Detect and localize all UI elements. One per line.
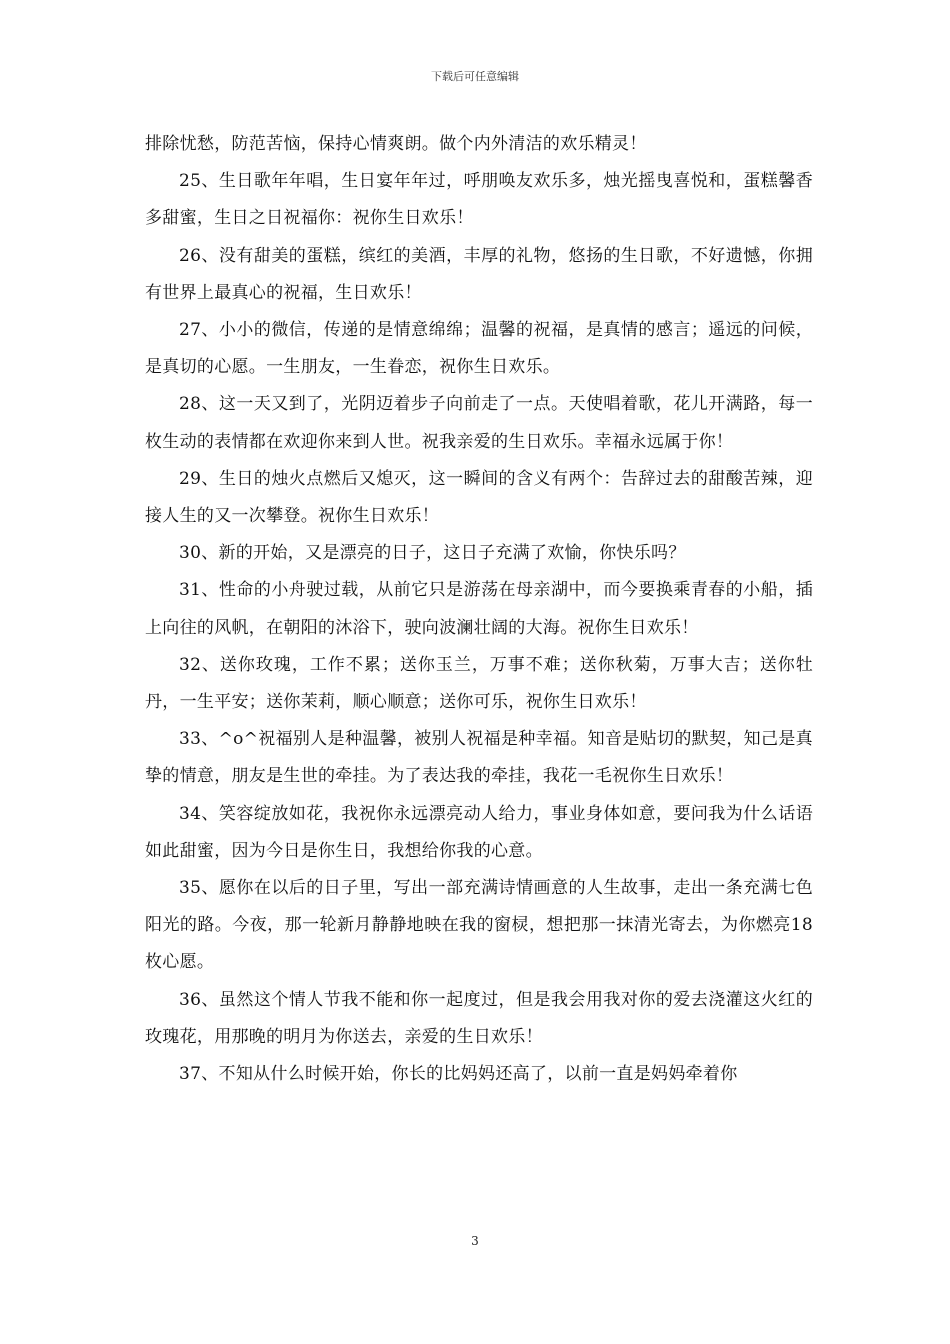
- paragraph: 排除忧愁，防范苦恼，保持心情爽朗。做个内外清洁的欢乐精灵！: [145, 134, 647, 154]
- paragraph: 26、没有甜美的蛋糕，缤红的美酒，丰厚的礼物，悠扬的生日歌，不好遗憾，你拥有世界上最真心的祝福，生日欢乐！: [145, 245, 813, 303]
- paragraph: 31、性命的小舟驶过载，从前它只是游荡在母亲湖中，而今要换乘青春的小船，插上向往的风帆，在朝阳的沐浴下，驶向波澜壮阔的大海。祝你生日欢乐！: [145, 580, 813, 638]
- paragraph: 36、虽然这个情人节我不能和你一起度过，但是我会用我对你的爱去浇灌这火红的玫瑰花，用那晚的明月为你送去，亲爱的生日欢乐！: [145, 989, 813, 1047]
- paragraph: 25、生日歌年年唱，生日宴年年过，呼朋唤友欢乐多，烛光摇曳喜悦和，蛋糕馨香多甜蜜，生日之日祝福你：祝你生日欢乐！: [145, 171, 813, 229]
- paragraph: 32、送你玫瑰，工作不累；送你玉兰，万事不难；送你秋菊，万事大吉；送你牡丹，一生平安；送你茉莉，顺心顺意；送你可乐，祝你生日欢乐！: [145, 654, 813, 713]
- document-body: [145, 126, 813, 1093]
- paragraph: 27、小小的微信，传递的是情意绵绵；温馨的祝福，是真情的感言；遥远的问候，是真切的心愿。一生朋友，一生眷恋，祝你生日欢乐。: [145, 320, 813, 378]
- paragraph: 37、不知从什么时候开始，你长的比妈妈还高了，以前一直是妈妈牵着你: [179, 1064, 738, 1085]
- page-number: 3: [471, 1234, 479, 1248]
- paragraph: 28、这一天又到了，光阴迈着步子向前走了一点。天使唱着歌，花儿开满路，每一枚生动的表情都在欢迎你来到人世。祝我亲爱的生日欢乐。幸福永远属于你！: [145, 394, 813, 452]
- paragraph: 34、笑容绽放如花，我祝你永远漂亮动人给力，事业身体如意，要问我为什么话语如此甜蜜，因为今日是你生日，我想给你我的心意。: [145, 803, 813, 861]
- page-header: 下载后可任意编辑: [431, 70, 519, 83]
- paragraph: 33、^o^祝福别人是种温馨，被别人祝福是种幸福。知音是贴切的默契，知己是真挚的情意，朋友是生世的牵挂。为了表达我的牵挂，我花一毛祝你生日欢乐！: [145, 729, 813, 787]
- paragraph: 29、生日的烛火点燃后又熄灭，这一瞬间的含义有两个：告辞过去的甜酸苦辣，迎接人生的又一次攀登。祝你生日欢乐！: [145, 468, 813, 527]
- paragraph: 30、新的开始，又是漂亮的日子，这日子充满了欢愉，你快乐吗？: [179, 543, 686, 564]
- paragraph: 35、愿你在以后的日子里，写出一部充满诗情画意的人生故事，走出一条充满七色阳光的路。今夜，那一轮新月静静地映在我的窗棂，想把那一抹清光寄去，为你燃亮18枚心愿。: [145, 878, 813, 973]
